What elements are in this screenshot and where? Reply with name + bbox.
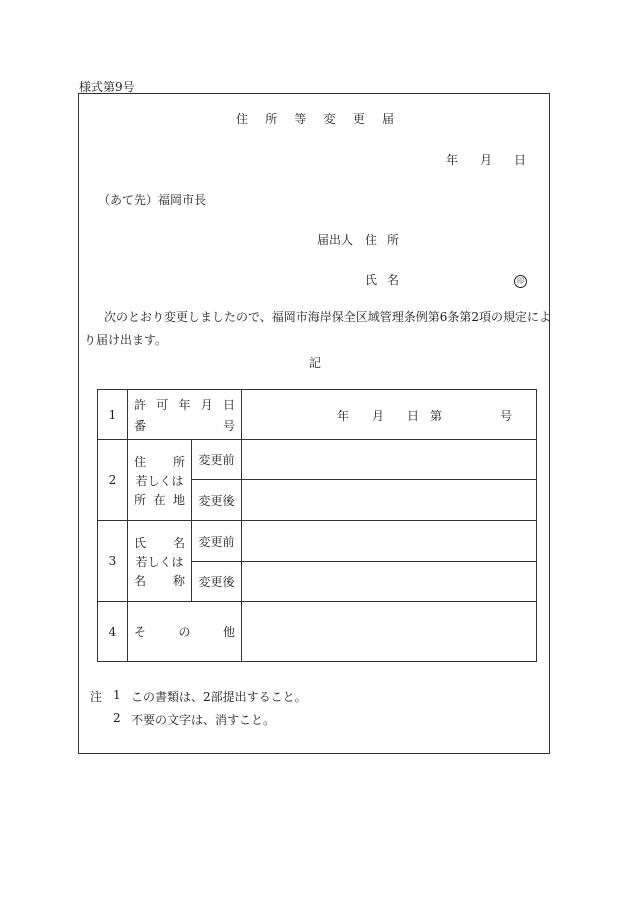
title-char: 届 <box>381 112 394 126</box>
form-title <box>236 110 394 127</box>
row-number: 2 <box>98 440 128 521</box>
label-char: 名 <box>134 573 147 588</box>
label-char: 氏 <box>134 535 147 550</box>
label-char: 月 <box>200 397 213 412</box>
label-char: 年 <box>178 397 191 412</box>
note-number: 2 <box>113 711 121 725</box>
label-line <box>134 453 185 470</box>
title-char: 所 <box>265 112 278 126</box>
table-row <box>98 602 537 662</box>
before-label: 変更前 <box>192 440 242 480</box>
value-year: 年 <box>337 408 350 423</box>
label-char: 称 <box>172 573 185 588</box>
title-char: 住 <box>236 112 249 126</box>
value-day: 日 <box>407 408 420 423</box>
name-after-cell[interactable] <box>242 562 537 602</box>
date-line <box>446 151 526 168</box>
note-text: 不要の文字は、消すこと。 <box>131 713 276 727</box>
applicant-label: 届出人 <box>317 233 354 247</box>
table-row <box>98 440 537 480</box>
date-month: 月 <box>479 153 492 167</box>
value-go: 号 <box>500 408 513 423</box>
permit-value-cell[interactable] <box>242 390 537 440</box>
label-char: 所 <box>172 454 185 469</box>
address-after-cell[interactable] <box>242 480 537 521</box>
label-char: の <box>178 625 191 639</box>
label-char: 在 <box>153 492 166 507</box>
after-label: 変更後 <box>192 562 242 602</box>
other-cell[interactable] <box>242 602 537 662</box>
label-char: 可 <box>156 397 169 412</box>
label-char: 許 <box>134 397 147 412</box>
body-text-line2: り届け出ます。 <box>84 333 168 347</box>
label-char: そ <box>134 625 147 639</box>
label-line <box>134 491 185 508</box>
record-table <box>97 389 537 662</box>
after-label: 変更後 <box>192 480 242 521</box>
label-line: 若しくは <box>135 473 184 488</box>
form-number: 様式第9号 <box>79 80 135 94</box>
address-label-char: 所 <box>386 233 399 247</box>
address-before-cell[interactable] <box>242 440 537 480</box>
label-line <box>134 572 185 589</box>
value-month: 月 <box>372 408 385 423</box>
label-line <box>134 623 235 640</box>
permit-value <box>242 407 536 423</box>
date-year: 年 <box>446 153 459 167</box>
date-day: 日 <box>513 153 526 167</box>
permit-label <box>128 390 242 440</box>
row-number: 1 <box>98 390 128 440</box>
label-line: 若しくは <box>135 554 184 569</box>
address-label-char: 住 <box>365 233 378 247</box>
note-text: この書類は、2部提出すること。 <box>131 690 307 704</box>
before-label: 変更前 <box>192 521 242 562</box>
label-char: 日 <box>223 397 236 412</box>
label-char: 名 <box>172 535 185 550</box>
label-char: 番 <box>134 418 147 433</box>
name-label <box>365 271 399 288</box>
address-label <box>365 231 399 248</box>
notes-head: 注 <box>90 690 103 704</box>
seal-mark <box>514 272 527 288</box>
table-row <box>98 521 537 562</box>
label-char: 他 <box>223 625 236 639</box>
label-char: 住 <box>134 454 147 469</box>
title-char: 更 <box>352 112 365 126</box>
title-char: 変 <box>323 112 336 126</box>
label-char: 所 <box>134 492 147 507</box>
other-label <box>128 602 242 662</box>
label-char: 地 <box>172 492 185 507</box>
body-text-line1: 次のとおり変更しましたので、福岡市海岸保全区域管理条例第6条第2項の規定によ <box>104 310 552 324</box>
name-label-char: 氏 <box>365 273 378 287</box>
permit-label-line1 <box>134 396 235 413</box>
seal-icon: 印 <box>514 275 527 288</box>
name-field-label <box>128 521 192 602</box>
name-before-cell[interactable] <box>242 521 537 562</box>
row-number: 3 <box>98 521 128 602</box>
label-char: 号 <box>223 418 236 433</box>
table-row <box>98 390 537 440</box>
value-dai: 第 <box>430 408 443 423</box>
name-label-char: 名 <box>386 273 399 287</box>
title-char: 等 <box>294 112 307 126</box>
ki-heading: 記 <box>309 356 322 370</box>
addressee: （あて先）福岡市長 <box>98 193 207 207</box>
address-field-label <box>128 440 192 521</box>
label-line <box>134 534 185 551</box>
permit-label-line2 <box>134 417 235 434</box>
row-number: 4 <box>98 602 128 662</box>
note-number: 1 <box>113 688 121 702</box>
